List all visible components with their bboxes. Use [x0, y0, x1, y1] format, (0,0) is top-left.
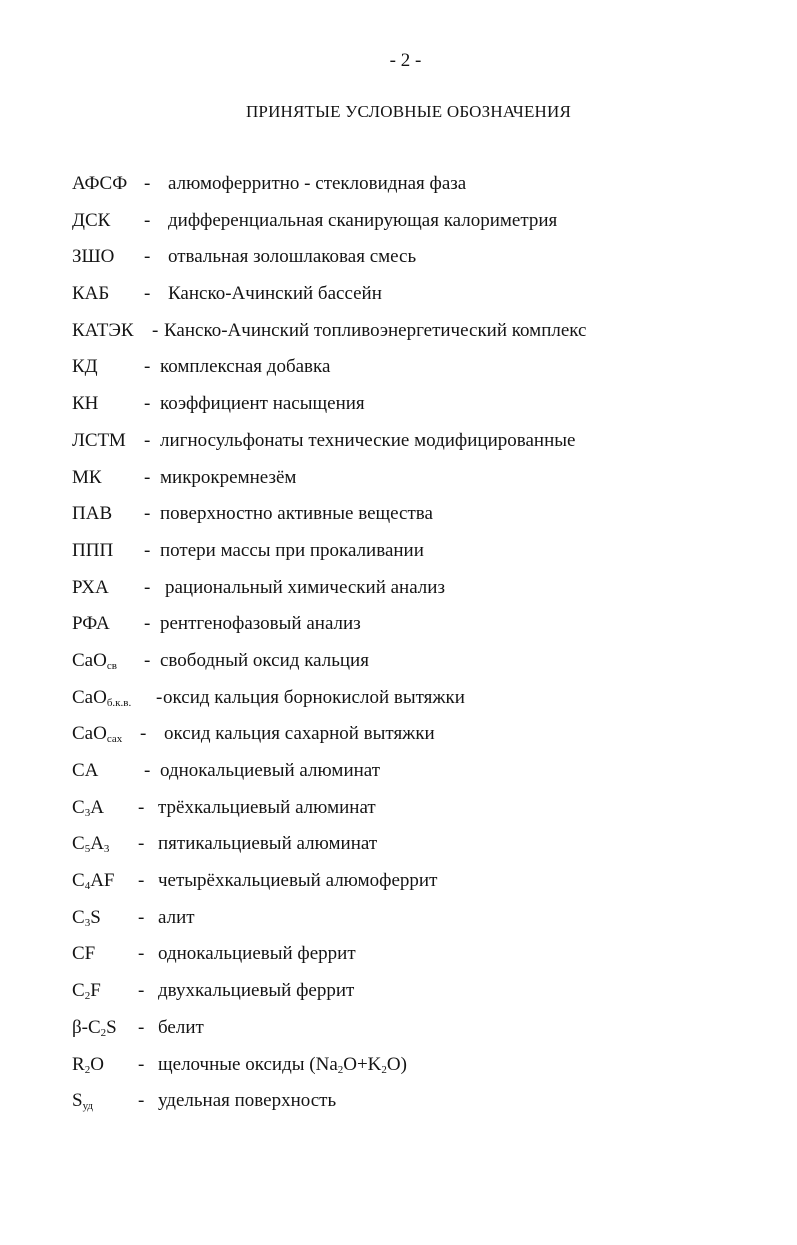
definition: свободный оксид кальция [160, 649, 369, 671]
page-title: ПРИНЯТЫЕ УСЛОВНЫЕ ОБОЗНАЧЕНИЯ [245, 102, 572, 121]
abbreviation: ДСК [72, 209, 111, 231]
separator-dash: - [144, 173, 151, 194]
separator-dash: - [144, 283, 151, 305]
list-item [72, 239, 772, 276]
definition: комплексная добавка [160, 356, 331, 378]
list-item [72, 826, 772, 863]
list-item [72, 790, 772, 827]
abbreviation: КН [72, 393, 99, 415]
list-item [72, 313, 772, 350]
abbreviation: $S_{уд}$ [72, 1090, 93, 1113]
separator-dash: - [138, 1090, 145, 1112]
list-item [72, 423, 772, 460]
abbreviation: ППП [72, 539, 114, 561]
definition: оксид кальция сахарной вытяжки [164, 723, 435, 745]
abbreviation: CaO$_{св}$ [72, 649, 117, 672]
separator-dash: - [152, 319, 159, 341]
separator-dash: - [144, 466, 151, 488]
separator-dash: - [144, 393, 151, 415]
separator-dash: - [138, 980, 145, 1002]
definition: Канско-Ачинский бассейн [168, 283, 382, 305]
separator-dash: - [138, 1016, 145, 1038]
definition: щелочные оксиды $(Na_2O+K_2O)$ [158, 1053, 407, 1076]
abbreviation: РХА [72, 576, 109, 598]
definition: однокальциевый феррит [158, 943, 356, 965]
list-item [72, 606, 772, 643]
separator-dash: - [144, 503, 151, 525]
abbreviation: $C_2F$ [72, 980, 101, 1003]
separator-dash: - [144, 539, 151, 561]
separator-dash: - [144, 649, 151, 671]
separator-dash: - [144, 760, 151, 781]
list-item [72, 936, 772, 973]
abbreviation: $C_3S$ [72, 906, 101, 929]
abbreviation: КД [72, 356, 98, 378]
list-item [72, 753, 772, 790]
abbreviation: ЛСТМ [72, 429, 126, 451]
abbreviation: ПАВ [72, 503, 113, 525]
definition: трёхкальциевый алюминат [158, 796, 376, 818]
list-item [72, 386, 772, 423]
list-item [72, 1083, 772, 1120]
definition: алит [158, 906, 195, 928]
abbreviation: АФСФ [72, 173, 128, 194]
definition: четырёхкальциевый алюмоферрит [158, 870, 438, 892]
abbreviation: CF [72, 943, 96, 965]
list-item [72, 643, 772, 680]
separator-dash: - [144, 613, 151, 635]
list-item [72, 166, 772, 203]
abbreviation: $R_2O$ [72, 1053, 104, 1076]
list-item [72, 203, 772, 240]
definition: коэффициент насыщения [160, 393, 365, 415]
definition: микрокремнезём [160, 466, 297, 488]
separator-dash: - [138, 833, 145, 855]
separator-dash: - [138, 943, 145, 965]
separator-dash: - [138, 906, 145, 928]
separator-dash: - [138, 870, 145, 892]
list-item [72, 973, 772, 1010]
definition: рациональный химический анализ [165, 576, 445, 598]
abbreviation-list [72, 166, 772, 1120]
separator-dash: - [144, 246, 151, 268]
definition: отвальная золошлаковая смесь [168, 246, 417, 268]
separator-dash: - [138, 1053, 145, 1075]
list-item [72, 276, 772, 313]
list-item [72, 900, 772, 937]
abbreviation: КАТЭК [72, 319, 134, 341]
definition: лигносульфонаты технические модифицированные [160, 429, 576, 451]
definition: рентгенофазовый анализ [160, 613, 361, 635]
definition: двухкальциевый феррит [158, 980, 355, 1002]
list-item [72, 570, 772, 607]
separator-dash: - [144, 356, 151, 378]
definition: алюмоферритно - стекловидная фаза [168, 173, 467, 194]
abbreviation: CaO$_{б.к.в.}$ [72, 686, 132, 709]
separator-dash: - [144, 429, 151, 451]
abbreviation: $C_4AF$ [72, 870, 115, 893]
list-item [72, 496, 772, 533]
list-item [72, 533, 772, 570]
definition: пятикальциевый алюминат [158, 833, 378, 855]
definition: потери массы при прокаливании [160, 539, 424, 561]
abbreviation: CaO$_{сах}$ [72, 723, 123, 746]
separator-dash: - [138, 796, 145, 818]
separator-dash: - [144, 209, 151, 231]
definition: однокальциевый алюминат [160, 760, 381, 781]
definition: Канско-Ачинский топливоэнергетический комплекс [164, 319, 587, 341]
list-item [72, 1010, 772, 1047]
list-item [72, 680, 772, 717]
list-item [72, 863, 772, 900]
abbreviation: КАБ [72, 283, 110, 305]
definition: оксид кальция борнокислой вытяжки [163, 686, 465, 708]
list-item [72, 349, 772, 386]
definition: дифференциальная сканирующая калориметрия [168, 209, 558, 231]
abbreviation: $\beta-C_2S$ [72, 1016, 117, 1039]
separator-dash: - [156, 686, 163, 708]
abbreviation: CA [72, 760, 99, 781]
abbreviation: ЗШО [72, 246, 115, 268]
separator-dash: - [144, 576, 151, 598]
definition: белит [158, 1016, 204, 1038]
definition: поверхностно активные вещества [160, 503, 433, 525]
page-number: - 2 - [389, 50, 422, 71]
abbreviation: РФА [72, 613, 110, 635]
abbreviation: МК [72, 466, 102, 488]
list-item [72, 1047, 772, 1084]
list-item [72, 716, 772, 753]
separator-dash: - [140, 723, 147, 745]
abbreviation: $C_3A$ [72, 796, 104, 819]
abbreviation: $C_5A_3$ [72, 833, 110, 856]
definition: удельная поверхность [158, 1090, 337, 1112]
list-item [72, 460, 772, 497]
